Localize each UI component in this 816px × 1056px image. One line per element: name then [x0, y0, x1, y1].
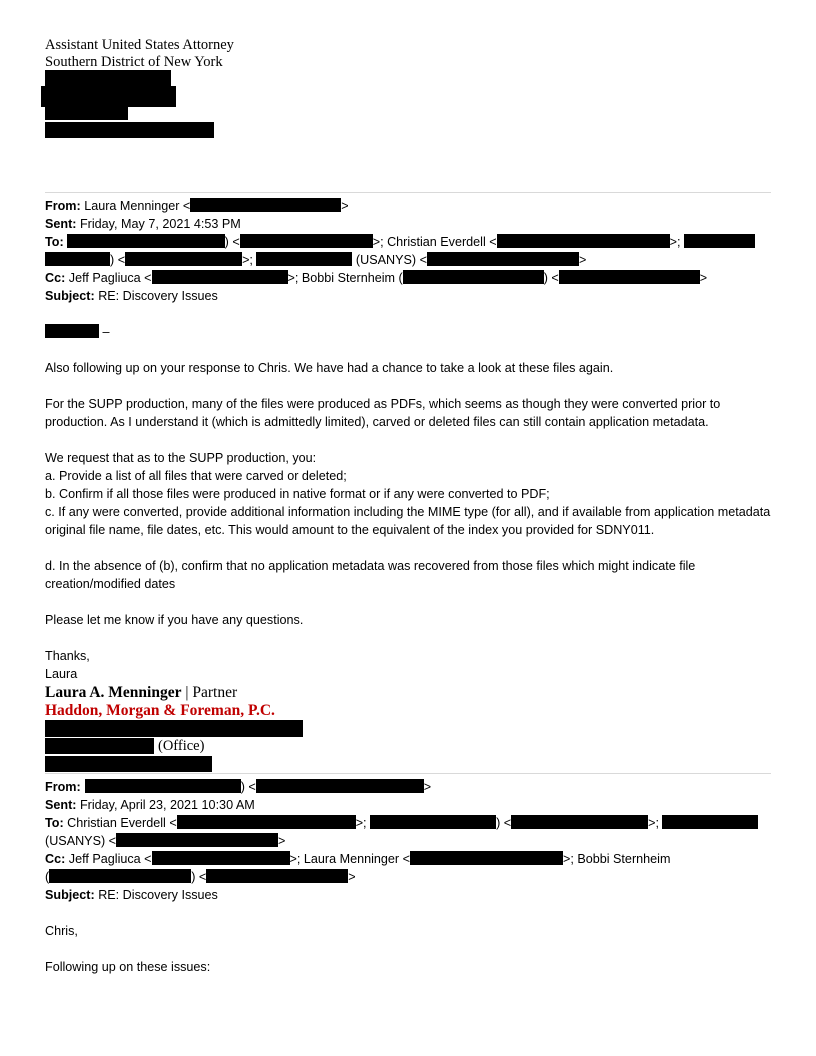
email1-to-line-2: ) < >; (USANYS) < > [45, 251, 586, 269]
from-label: From: [45, 780, 81, 794]
subject-label: Subject: [45, 888, 95, 902]
subject-value: RE: Discovery Issues [98, 888, 218, 902]
email2-greeting: Chris, [45, 924, 78, 938]
request-item-c: c. If any were converted, provide additional information including the MIME type (for all), and if available from application metadata original file name, file dates, etc. This would amount to the equivalent of the index you provided for SDNY011. [45, 505, 771, 537]
redaction-inline [190, 198, 341, 212]
email2-sent-line [45, 796, 255, 814]
redaction-inline [240, 234, 373, 248]
cc-label: Cc: [45, 852, 66, 866]
signature-firm: Haddon, Morgan & Foreman, P.C. [45, 702, 275, 719]
sent-value: Friday, April 23, 2021 10:30 AM [79, 798, 255, 812]
email1-to-line: To: ) < >; Christian Everdell < >; [45, 233, 755, 251]
to-label: To: [45, 816, 64, 830]
redaction-inline [152, 851, 290, 865]
email2-cc-line: Cc: Jeff Pagliuca < >; Laura Menninger < >; Bobbi Sternheim [45, 852, 671, 866]
redaction-inline [45, 324, 99, 338]
sign-off: Thanks, [45, 649, 90, 663]
signature-role: | Partner [185, 684, 238, 701]
redaction-inline [256, 779, 424, 793]
redaction-inline [370, 815, 496, 829]
redaction-block [45, 70, 171, 87]
request-item-a: a. Provide a list of all files that were carved or deleted; [45, 469, 347, 483]
subject-label: Subject: [45, 289, 95, 303]
redaction-block [45, 720, 303, 737]
redaction-inline [206, 869, 348, 883]
body-paragraph-1: Also following up on your response to Chris. We have had a chance to take a look at these files again. [45, 361, 614, 375]
email2-to-line-2: (USANYS) < > [45, 834, 286, 848]
redaction-block [45, 756, 212, 772]
redaction-inline [662, 815, 758, 829]
cc-bobbi: ; Bobbi Sternheim [570, 852, 671, 866]
redaction-inline [125, 252, 242, 266]
to-christian: ; Christian Everdell < [380, 235, 497, 249]
redaction-inline [45, 252, 110, 266]
subject-value: RE: Discovery Issues [98, 289, 218, 303]
redaction-inline [403, 270, 544, 284]
to-label: To: [45, 235, 64, 249]
request-item-b: b. Confirm if all those files were produced in native format or if any were converted to PDF; [45, 487, 550, 501]
email1-sent-line [45, 215, 241, 233]
cc-jeff: Jeff Pagliuca < [68, 271, 152, 285]
email2-subject-line [45, 886, 218, 904]
cc-bobbi: ; Bobbi Sternheim ( [294, 271, 403, 285]
email1-from-line: From: Laura Menninger < > [45, 199, 349, 213]
redaction-inline [511, 815, 648, 829]
to-usanys: (USANYS) < [355, 253, 427, 267]
redaction-inline [684, 234, 755, 248]
to-usanys: (USANYS) < [45, 834, 117, 848]
sent-label: Sent: [45, 798, 77, 812]
header-divider [45, 192, 771, 193]
email2-followup: Following up on these issues: [45, 960, 211, 974]
email2-cc-line-2: ( ) < > [45, 870, 356, 884]
redaction-inline [116, 833, 278, 847]
signature-name-line [45, 684, 237, 701]
cc-jeff: Jeff Pagliuca < [68, 852, 152, 866]
body-paragraph-closing: Please let me know if you have any questions. [45, 613, 304, 627]
email1-subject-line [45, 287, 218, 305]
salutation-line: – [45, 323, 110, 341]
redaction-inline [177, 815, 356, 829]
redaction-inline [410, 851, 563, 865]
redaction-block [45, 738, 154, 754]
letterhead-title: Assistant United States Attorney [45, 37, 234, 53]
redaction-inline [256, 252, 352, 266]
redaction-block [41, 86, 176, 107]
request-intro: We request that as to the SUPP production, you: [45, 451, 317, 465]
email2-to-line: To: Christian Everdell < >; ) < >; [45, 814, 758, 832]
from-label: From: [45, 199, 81, 213]
redaction-block [45, 106, 128, 120]
redaction-inline [49, 869, 191, 883]
email2-from-line: From: ) < > [45, 780, 432, 794]
redaction-inline [559, 270, 700, 284]
letterhead-district: Southern District of New York [45, 54, 223, 70]
redaction-inline [152, 270, 288, 284]
redaction-inline [67, 234, 225, 248]
cc-laura: ; Laura Menninger < [296, 852, 410, 866]
email-divider [45, 773, 771, 774]
to-christian: Christian Everdell < [67, 816, 177, 830]
sent-value: Friday, May 7, 2021 4:53 PM [79, 217, 241, 231]
sign-off-name: Laura [45, 667, 78, 681]
cc-label: Cc: [45, 271, 66, 285]
sent-label: Sent: [45, 217, 77, 231]
redaction-inline [497, 234, 670, 248]
redaction-inline [85, 779, 241, 793]
signature-name: Laura A. Menninger [45, 684, 182, 701]
redaction-inline [427, 252, 579, 266]
body-paragraph-2: For the SUPP production, many of the files were produced as PDFs, which seems as though they were converted prior to production. As I understand it (which is admittedly limited), carved or deleted files can still contain application metadata. [45, 397, 721, 429]
signature-office: (Office) [158, 738, 205, 754]
request-item-d: d. In the absence of (b), confirm that no application metadata was recovered from those files which might indicate file creation/modified dates [45, 559, 696, 591]
from-name: Laura Menninger < [84, 199, 191, 213]
redaction-block [45, 122, 214, 138]
email1-cc-line: Cc: Jeff Pagliuca < >; Bobbi Sternheim ( ) < > [45, 271, 708, 285]
